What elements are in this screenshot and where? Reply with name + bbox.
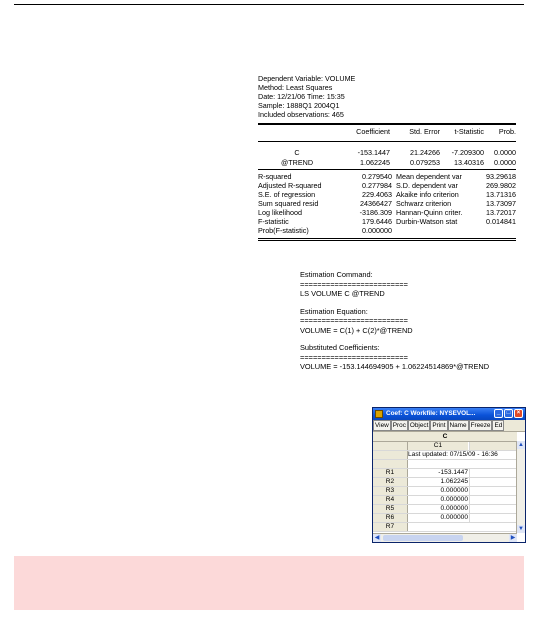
coef-window[interactable] — [372, 407, 526, 543]
cell-empty[interactable] — [469, 487, 518, 495]
est-cmd-title: Estimation Command: — [300, 270, 373, 279]
table-row[interactable] — [373, 505, 517, 514]
scroll-up-icon[interactable]: ▲ — [518, 442, 524, 448]
col-coefficient: Coefficient — [356, 127, 390, 136]
spreadsheet[interactable] — [373, 432, 525, 542]
table-row[interactable] — [373, 496, 517, 505]
freeze-button[interactable]: Freeze — [470, 422, 491, 429]
maximize-icon[interactable]: □ — [504, 409, 513, 418]
cell-value[interactable]: 0.000000 — [440, 487, 468, 494]
est-sub-title: Substituted Coefficients: — [300, 343, 380, 352]
stat-label: Log likelihood — [258, 208, 302, 217]
stats-row — [258, 190, 516, 199]
regression-output — [258, 74, 516, 241]
stats-row — [258, 217, 516, 226]
corner-cell — [373, 442, 408, 450]
top-rule — [14, 4, 524, 5]
table-row[interactable] — [373, 487, 517, 496]
name-button[interactable]: Name — [449, 422, 467, 429]
table-row[interactable] — [373, 478, 517, 487]
estimation-text — [300, 270, 489, 372]
stat-value: 269.9802 — [486, 181, 516, 190]
cell-value[interactable]: 0.000000 — [440, 514, 468, 521]
stat-label: Schwarz criterion — [396, 199, 452, 208]
coef-row-c — [258, 146, 516, 156]
minimize-icon[interactable]: _ — [494, 409, 503, 418]
cell-empty[interactable] — [469, 478, 518, 486]
est-rule: ========================= — [300, 316, 408, 325]
row-header — [373, 451, 408, 459]
table-row[interactable] — [373, 514, 517, 523]
window-toolbar — [373, 420, 525, 432]
cell: @TREND — [280, 158, 314, 167]
col-prob: Prob. — [498, 127, 516, 136]
stats-row — [258, 172, 516, 181]
stat-value: 93.29618 — [486, 172, 516, 181]
stats-row — [258, 208, 516, 217]
column-header-row — [373, 442, 517, 451]
stat-value: 13.72017 — [486, 208, 516, 217]
stat-label: S.E. of regression — [258, 190, 316, 199]
cell: 0.079253 — [410, 158, 440, 167]
stat-label: Durbin-Watson stat — [396, 217, 458, 226]
scroll-thumb[interactable] — [383, 535, 463, 541]
print-button[interactable]: Print — [432, 422, 446, 429]
cell: 13.40316 — [454, 158, 484, 167]
last-updated: Last updated: 07/15/09 - 16:36 — [408, 451, 498, 458]
regression-header — [258, 74, 516, 119]
cell-value[interactable] — [408, 523, 468, 531]
stat-value: 24366427 — [360, 199, 392, 208]
stat-label: F-statistic — [258, 217, 289, 226]
stat-label: Prob(F-statistic) — [258, 226, 309, 235]
cell-empty[interactable] — [469, 514, 518, 522]
stat-value: 0.000000 — [362, 226, 392, 235]
stat-label: Akaike info criterion — [396, 190, 459, 199]
col-t-statistic: t-Statistic — [454, 127, 484, 136]
note-box — [14, 556, 524, 610]
stat-value: -3186.309 — [359, 208, 392, 217]
last-updated-row — [373, 451, 517, 460]
cell: -153.1447 — [357, 148, 390, 157]
scroll-right-icon[interactable]: ▶ — [510, 535, 516, 541]
scroll-left-icon[interactable]: ◀ — [374, 535, 380, 541]
cell-value[interactable]: 0.000000 — [440, 496, 468, 503]
stats-row — [258, 226, 516, 235]
stats-block — [258, 172, 516, 244]
column-header[interactable]: C1 — [408, 442, 468, 450]
column-header-empty — [469, 442, 518, 450]
spacer — [300, 335, 489, 343]
header-line: Dependent Variable: VOLUME — [258, 74, 356, 83]
cell: C — [294, 148, 300, 157]
spacer — [300, 299, 489, 307]
stat-value: 13.71316 — [486, 190, 516, 199]
horizontal-scrollbar[interactable] — [373, 533, 517, 542]
row-header[interactable]: R4 — [373, 496, 408, 504]
row-header[interactable]: R3 — [373, 487, 408, 495]
stat-label: R-squared — [258, 172, 292, 181]
cell: 0.0000 — [494, 148, 516, 157]
stat-value: 229.4063 — [362, 190, 392, 199]
row-header[interactable]: R6 — [373, 514, 408, 522]
est-sub: VOLUME = -153.144694905 + 1.06224514869*@TREND — [300, 362, 490, 371]
cell-empty[interactable] — [469, 496, 518, 504]
object-button[interactable]: Object — [409, 422, 429, 429]
stat-value: 0.277984 — [362, 181, 392, 190]
est-eq: VOLUME = C(1) + C(2)*@TREND — [300, 325, 413, 335]
cell-value[interactable]: 1.062245 — [440, 478, 468, 485]
stat-value: 0.279540 — [362, 172, 392, 181]
cell-value[interactable]: 0.000000 — [440, 505, 468, 512]
est-rule: ========================= — [300, 352, 408, 362]
stats-row — [258, 199, 516, 208]
stat-label: Mean dependent var — [396, 172, 462, 181]
header-line: Included observations: 465 — [258, 110, 344, 119]
col-std-error: Std. Error — [409, 127, 440, 136]
proc-button[interactable]: Proc — [392, 422, 406, 429]
row-header[interactable]: R7 — [373, 523, 408, 531]
coef-header-row — [258, 125, 516, 137]
stat-value: 0.014841 — [486, 217, 516, 226]
header-line: Date: 12/21/06 Time: 15:35 — [258, 92, 345, 101]
stat-label: Hannan-Quinn criter. — [396, 208, 463, 217]
stats-row — [258, 181, 516, 190]
header-line: Method: Least Squares — [258, 83, 333, 92]
cell-empty[interactable] — [469, 505, 518, 513]
est-rule: ========================= — [300, 279, 408, 289]
row-header — [373, 460, 408, 468]
cell-empty[interactable] — [469, 469, 518, 477]
vertical-scrollbar[interactable] — [516, 441, 525, 533]
cell: 1.062245 — [360, 158, 390, 167]
sheet-title: C — [373, 432, 517, 442]
table-row[interactable] — [373, 523, 517, 532]
app-icon — [375, 410, 383, 418]
stat-label: Adjusted R-squared — [258, 181, 322, 190]
stat-label: Sum squared resid — [258, 199, 319, 208]
est-eq-title: Estimation Equation: — [300, 306, 368, 316]
est-cmd: LS VOLUME C @TREND — [300, 289, 385, 298]
cell: 21.24266 — [410, 148, 440, 157]
row-header[interactable]: R1 — [373, 469, 408, 477]
window-titlebar[interactable] — [373, 408, 525, 420]
scroll-down-icon[interactable]: ▼ — [518, 526, 524, 532]
edit-button[interactable]: Ed — [494, 422, 503, 429]
table-row[interactable] — [373, 469, 517, 478]
header-line: Sample: 1888Q1 2004Q1 — [258, 101, 340, 110]
view-button[interactable]: View — [375, 422, 389, 429]
row-header[interactable]: R2 — [373, 478, 408, 486]
coef-row-trend — [258, 156, 516, 166]
table-row — [373, 460, 517, 469]
stat-value: 179.6446 — [362, 217, 392, 226]
cell: -7.209300 — [451, 148, 484, 157]
cell-value[interactable]: -153.1447 — [438, 469, 468, 476]
stat-value: 13.73097 — [486, 199, 516, 208]
stat-label: S.D. dependent var — [396, 181, 458, 190]
close-icon[interactable]: × — [514, 409, 523, 418]
cell: 0.0000 — [494, 158, 516, 167]
window-title: Coef: C Workfile: NYSEVOL... — [386, 410, 476, 417]
row-header[interactable]: R5 — [373, 505, 408, 513]
